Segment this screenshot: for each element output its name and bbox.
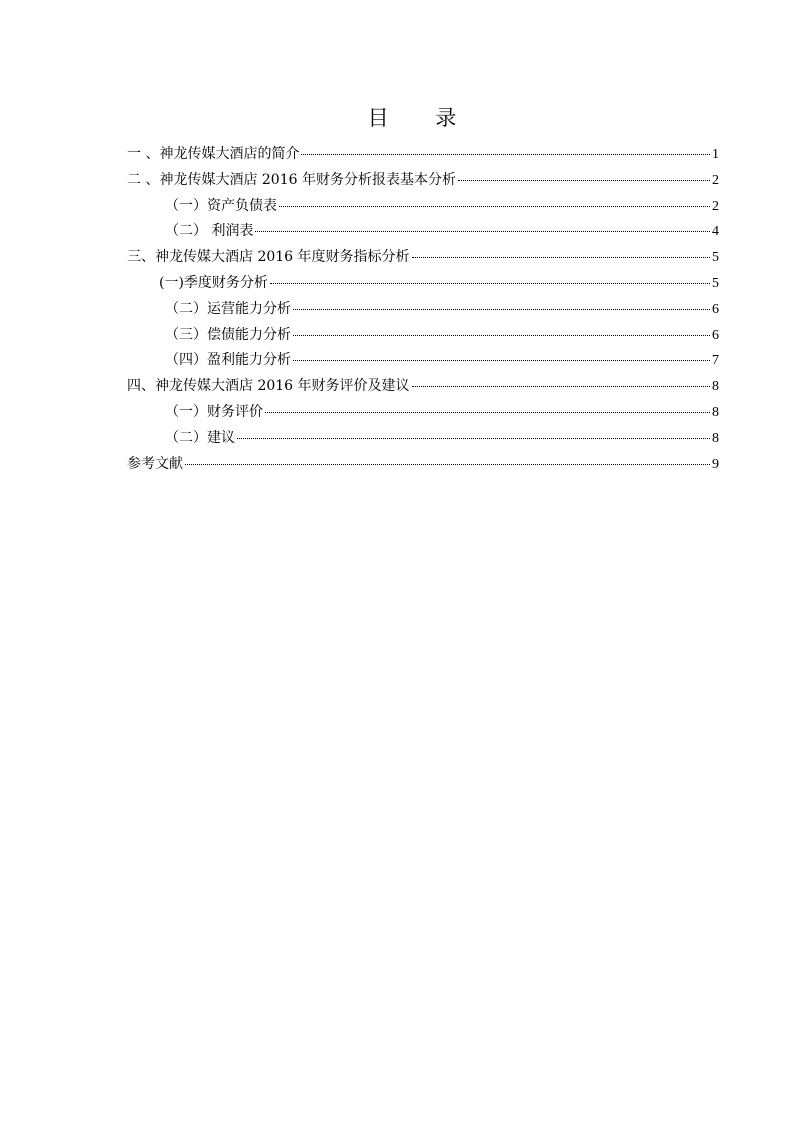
toc-dot-leader <box>270 283 710 284</box>
toc-dot-leader <box>265 412 710 413</box>
toc-dot-leader <box>458 180 710 181</box>
toc-dot-leader <box>412 386 710 387</box>
toc-entry[interactable] <box>127 220 719 246</box>
toc-entry[interactable] <box>127 401 719 427</box>
toc-entry-text: 参考文献 <box>127 455 183 472</box>
toc-entry-text: （二） 利润表 <box>165 223 254 240</box>
toc-entry[interactable] <box>127 272 719 298</box>
toc-page-number: 5 <box>712 250 719 266</box>
toc-entry-text: （二）建议 <box>165 429 235 446</box>
toc-entry-text: （二）运营能力分析 <box>165 300 291 317</box>
toc-dot-leader <box>279 206 710 207</box>
toc-dot-leader <box>293 335 710 336</box>
toc-entry-text: （三）偿债能力分析 <box>165 326 291 343</box>
toc-page-number: 6 <box>712 301 719 317</box>
toc-list <box>127 143 719 478</box>
toc-dot-leader <box>185 464 710 465</box>
toc-entry-text: 一 、神龙传媒大酒店的简介 <box>127 146 300 162</box>
toc-entry[interactable] <box>127 427 719 453</box>
toc-entry-text: (一)季度财务分析 <box>159 274 268 291</box>
toc-entry[interactable] <box>127 169 719 195</box>
toc-dot-leader <box>412 257 710 258</box>
toc-page-number: 2 <box>712 172 719 188</box>
toc-dot-leader <box>301 154 710 155</box>
toc-dot-leader <box>237 438 710 439</box>
toc-page-number: 6 <box>712 327 719 343</box>
toc-title: 目 录 <box>367 106 477 130</box>
toc-entry-text: 四、神龙传媒大酒店 2016 年财务评价及建议 <box>127 378 410 395</box>
toc-page-number: 9 <box>712 456 719 472</box>
toc-page-number: 8 <box>712 430 719 446</box>
toc-entry[interactable] <box>127 324 719 350</box>
toc-dot-leader <box>293 360 710 361</box>
toc-dot-leader <box>255 231 710 232</box>
toc-entry[interactable] <box>127 298 719 324</box>
toc-entry-text: （四）盈利能力分析 <box>165 352 291 369</box>
toc-entry-text: 二 、神龙传媒大酒店 2016 年财务分析报表基本分析 <box>127 171 456 188</box>
toc-entry-text: （一）财务评价 <box>165 403 263 420</box>
toc-entry-text: （一）资产负债表 <box>165 197 277 214</box>
toc-entry[interactable] <box>127 246 719 272</box>
toc-page-number: 5 <box>712 275 719 291</box>
toc-page-number: 2 <box>712 198 719 214</box>
toc-page-number: 8 <box>712 404 719 420</box>
toc-page-number: 7 <box>712 353 719 369</box>
toc-page-number: 4 <box>712 224 719 240</box>
toc-entry[interactable] <box>127 143 719 169</box>
toc-entry[interactable] <box>127 453 719 479</box>
toc-page-number: 8 <box>712 379 719 395</box>
toc-dot-leader <box>293 309 710 310</box>
toc-entry-text: 三、神龙传媒大酒店 2016 年度财务指标分析 <box>127 249 410 266</box>
toc-entry[interactable] <box>127 195 719 221</box>
toc-entry[interactable] <box>127 375 719 401</box>
toc-page-number: 1 <box>712 147 719 162</box>
toc-entry[interactable] <box>127 349 719 375</box>
